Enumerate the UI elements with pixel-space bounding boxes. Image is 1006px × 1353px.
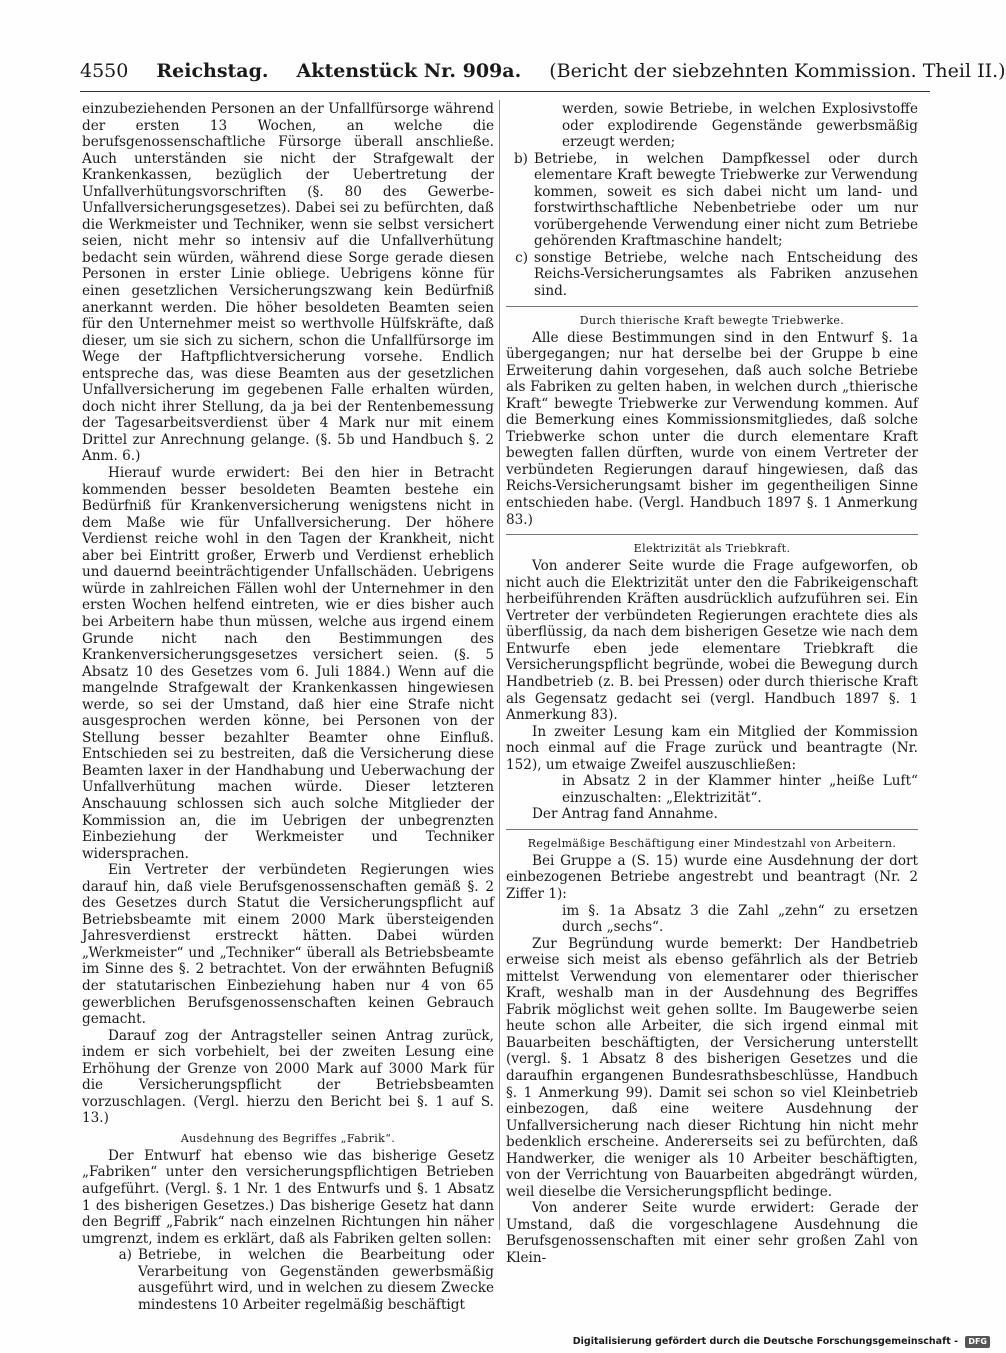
section-rule [506,829,918,830]
page-number: 4550 [80,60,129,82]
header-title: Reichstag. [156,60,269,82]
paragraph: Bei Gruppe a (S. 15) wurde eine Ausdehnung der dort einbezogenen Betriebe angestrebt und beantragt (Nr. 2 Ziffer 1): [506,852,918,902]
paragraph: Alle diese Bestimmungen sind in den Entwurf §. 1a übergegangen; nur hat derselbe bei der Gruppe b eine Erweiterung dahin vorgesehen, daß auch solche Betriebe als Fabriken zu gelten haben, in welchen durch „thierische Kraft“ bewegte Triebwerke zur Verwendung kommen. Auf die Bemerkung eines Kommissionsmitgliedes, daß solche Triebwerke schon unter die durch elementare Kraft bewegten fallen dürften, wurde von einem Vertreter der verbündeten Regierungen darauf hingewiesen, daß das Reichs-Versicherungsamt bisher im gegentheiligen Sinne entschieden habe. (Vergl. Handbuch 1897 §. 1 Anmerkung 83.) [506,329,918,528]
list-item-text: werden, sowie Betriebe, in welchen Explosivstoffe oder explodirende Gegenstände gewerbsmäßig erzeugt werden; [562,101,918,151]
list-marker: b) [513,150,528,167]
section-rule [506,306,918,307]
header-rule [80,91,930,92]
paragraph: Darauf zog der Antragsteller seinen Antrag zurück, indem er sich vorbehielt, bei der zweiten Lesung eine Erhöhung der Grenze von 2000 Mark auf 3000 Mark für die Versicherungspflicht der Betriebsbeamten vorzuschlagen. (Vergl. hierzu den Bericht bei §. 1 auf S. 13.) [82,1027,494,1127]
section-rule [506,534,918,535]
header-description: (Bericht der siebzehnten Kommission. Theil II.) [549,60,1006,82]
section-heading: Regelmäßige Beschäftigung einer Mindestzahl von Arbeitern. [527,836,897,850]
list-item [82,1247,494,1313]
paragraph: Hierauf wurde erwidert: Bei den hier in Betracht kommenden besser besoldeten Beamten bestehe ein Bedürfniß für Krankenversicherung wenigstens nicht in dem Maße wie für Unfallversicherung. Der höhere Verdienst reiche wohl in den Tagen der Krankheit, nicht aber bei Eintritt großer, Erwerb und Verdienst erheblich und dauernd beeinträchtigender Unfallschäden. Uebrigens würde in zahlreichen Fällen wohl der Unternehmer in den ersten Wochen helfend eintreten, wie er dies bisher auch bei Arbeitern habe thun müssen, welche aus irgend einem Grunde nicht nach den Bestimmungen des Krankenversicherungsgesetzes versichert seien. (§. 5 Absatz 10 des Gesetzes vom 6. Juli 1884.) Wenn auf die mangelnde Strafgewalt der Krankenkassen hingewiesen werde, so sei der Umstand, daß hier eine Strafe nicht ausgesprochen werden könne, bei Personen von der Stellung besser bezahlter Beamter ohne Einfluß. Entschieden sei zu bestreiten, daß die Versicherung diese Beamten laxer in der Handhabung und Ueberwachung der Unfallverhütung machen würde. Dieser letzteren Anschauung schlossen sich auch solche Mitglieder der Kommission an, die im Uebrigen der unbegrenzten Einbeziehung der Werkmeister und Techniker widersprachen. [82,465,494,862]
list-item [506,151,918,250]
column-divider [499,100,500,1230]
list-marker: c) [515,249,528,266]
dfg-logo: DFG [965,1336,990,1348]
section-heading: Durch thierische Kraft bewegte Triebwerke. [579,313,845,327]
page-header [80,60,1006,90]
list-item-continuation [506,101,918,151]
list-marker: a) [118,1247,132,1264]
list-item-text: sonstige Betriebe, welche nach Entscheidung des Reichs-Versicherungsamtes als Fabriken anzusehen sind. [534,249,918,300]
list-item [506,250,918,300]
credit-text: Digitalisierung gefördert durch die Deutsche Forschungsgemeinschaft - [572,1336,959,1347]
digitization-credit [560,1336,990,1350]
quoted-motion: im §. 1a Absatz 3 die Zahl „zehn“ zu ersetzen durch „sechs“. [562,902,918,936]
paragraph: einzubeziehenden Personen an der Unfallfürsorge während der ersten 13 Wochen, an welche die berufsgenossenschaftliche Fürsorge überall anschließe. Auch unterständen sie nicht der Strafgewalt der Krankenkassen, bezüglich der Uebertretung der Unfallverhütungsvorschriften (§. 80 des Gewerbe-Unfallversicherungsgesetzes). Dabei sei zu befürchten, daß die Werkmeister und Techniker, wenn sie selbst versichert seien, nicht mehr so intensiv auf die Unfallverhütung bedacht sein würden, während diese Sorge gerade diesen Personen in erster Linie obliege. Uebrigens könne für einen gesetzlichen Versicherungszwang kein Bedürfniß anerkannt werden. Die höher besoldeten Beamten seien für den Unternehmer meist so werthvolle Hülfskräfte, daß dieser, um sie sich zu sichern, schon die Unfallfürsorge im Wege der Haftpflichtversicherung vorsehe. Endlich entspreche das, was diese Beamten aus der gesetzlichen Unfallversicherung im gegebenen Falle erhalten würden, doch nicht ihrer Stellung, da ja bei der Rentenbemessung der Tagesarbeitsverdienst über 4 Mark nur mit einem Drittel zur Anrechnung gelange. (§. 5b und Handbuch §. 2 Anm. 6.) [82,101,494,465]
paragraph: Von anderer Seite wurde erwidert: Gerade der Umstand, daß die vorgeschlagene Ausdehnung die Berufsgenossenschaften mit einer sehr großen Zahl von Klein- [506,1200,918,1266]
left-column [82,101,494,1313]
paragraph: Der Entwurf hat ebenso wie das bisherige Gesetz „Fabriken“ unter den versicherungspflichtigen Betrieben aufgeführt. (Vergl. §. 1 Nr. 1 des Entwurfs und §. 1 Absatz 1 des bisherigen Gesetzes.) Das bisherige Gesetz hat dann den Begriff „Fabrik“ nach einzelnen Richtungen hin näher umgrenzt, indem es erklärt, daß als Fabriken gelten sollen: [82,1147,494,1247]
paragraph: In zweiter Lesung kam ein Mitglied der Kommission noch einmal auf die Frage zurück und beantragte (Nr. 152), um etwaige Zweifel auszuschließen: [506,723,918,773]
paragraph: Von anderer Seite wurde die Frage aufgeworfen, ob nicht auch die Elektrizität unter den die Fabrikeigenschaft herbeiführenden Kräften ausdrücklich aufzuführen sei. Ein Vertreter der verbündeten Regierungen erachtete dies als überflüssig, da nach dem bisherigen Gesetze wie nach dem Entwurfe eben jede elementare Triebkraft die Versicherungspflicht begründe, wobei die Bewegung durch Handbetrieb (z. B. bei Pressen) oder durch thierische Kraft als Gegensatz gedacht sei (vergl. Handbuch 1897 §. 1 Anmerkung 83). [506,558,918,724]
paragraph: Zur Begründung wurde bemerkt: Der Handbetrieb erweise sich meist als ebenso gefährlich als der Betrieb mittelst Verwendung von elementarer oder thierischer Kraft, weshalb man in der Ausdehnung des Begriffes Fabrik möglichst weit gehen sollte. Im Baugewerbe seien heute schon alle Arbeiter, die sich irgend einmal mit Bauarbeiten beschäftigten, der Versicherung unterstellt (vergl. §. 1 Absatz 8 des bisherigen Gesetzes und die daraufhin ergangenen Bundesrathsbeschlüsse, Handbuch §. 1 Anmerkung 99). Damit sei schon so viel Kleinbetrieb einbezogen, daß eine weitere Ausdehnung der Unfallversicherung nach dieser Richtung hin nicht mehr bedenklich erscheine. Andererseits sei zu befürchten, daß Handwerker, die weniger als 10 Arbeiter beschäftigten, von der Verrichtung von Bauarbeiten abgedrängt würden, weil dieselbe die Versicherungspflicht bedinge. [506,935,918,1200]
right-column [506,101,918,1266]
list-item-text: Betriebe, in welchen die Bearbeitung oder Verarbeitung von Gegenständen gewerbsmäßig ausgeführt wird, und in welchen zu diesem Zwecke mindestens 10 Arbeiter regelmäßig beschäftigt [138,1247,494,1313]
list-item-text: Betriebe, in welchen Dampfkessel oder durch elementare Kraft bewegte Triebwerke zur Verwendung kommen, soweit es sich dabei nicht um land- und forstwirthschaftliche Nebenbetriebe oder um nur vorübergehende Verwendung einer nicht zum Betriebe gehörenden Kraftmaschine handelt; [534,150,918,250]
quoted-motion: in Absatz 2 in der Klammer hinter „heiße Luft“ einzuschalten: „Elektrizität“. [562,773,918,806]
section-heading: Ausdehnung des Begriffes „Fabrik“. [180,1131,396,1145]
section-heading: Elektrizität als Triebkraft. [633,542,791,556]
header-document-number: Aktenstück Nr. 909a. [296,60,522,82]
paragraph: Ein Vertreter der verbündeten Regierungen wies darauf hin, daß viele Berufsgenossenschaften gemäß §. 2 des Gesetzes durch Statut die Versicherungspflicht auf Betriebsbeamte mit einem 2000 Mark übersteigenden Jahresverdienst erstreckt hätten. Dabei würden „Werkmeister“ und „Techniker“ überall als Betriebsbeamte im Sinne des §. 2 betrachtet. Von der erwähnten Befugniß der statutarischen Einbeziehung haben nur 4 von 65 gewerblichen Berufsgenossenschaften keinen Gebrauch gemacht. [82,862,494,1028]
paragraph: Der Antrag fand Annahme. [532,806,718,823]
